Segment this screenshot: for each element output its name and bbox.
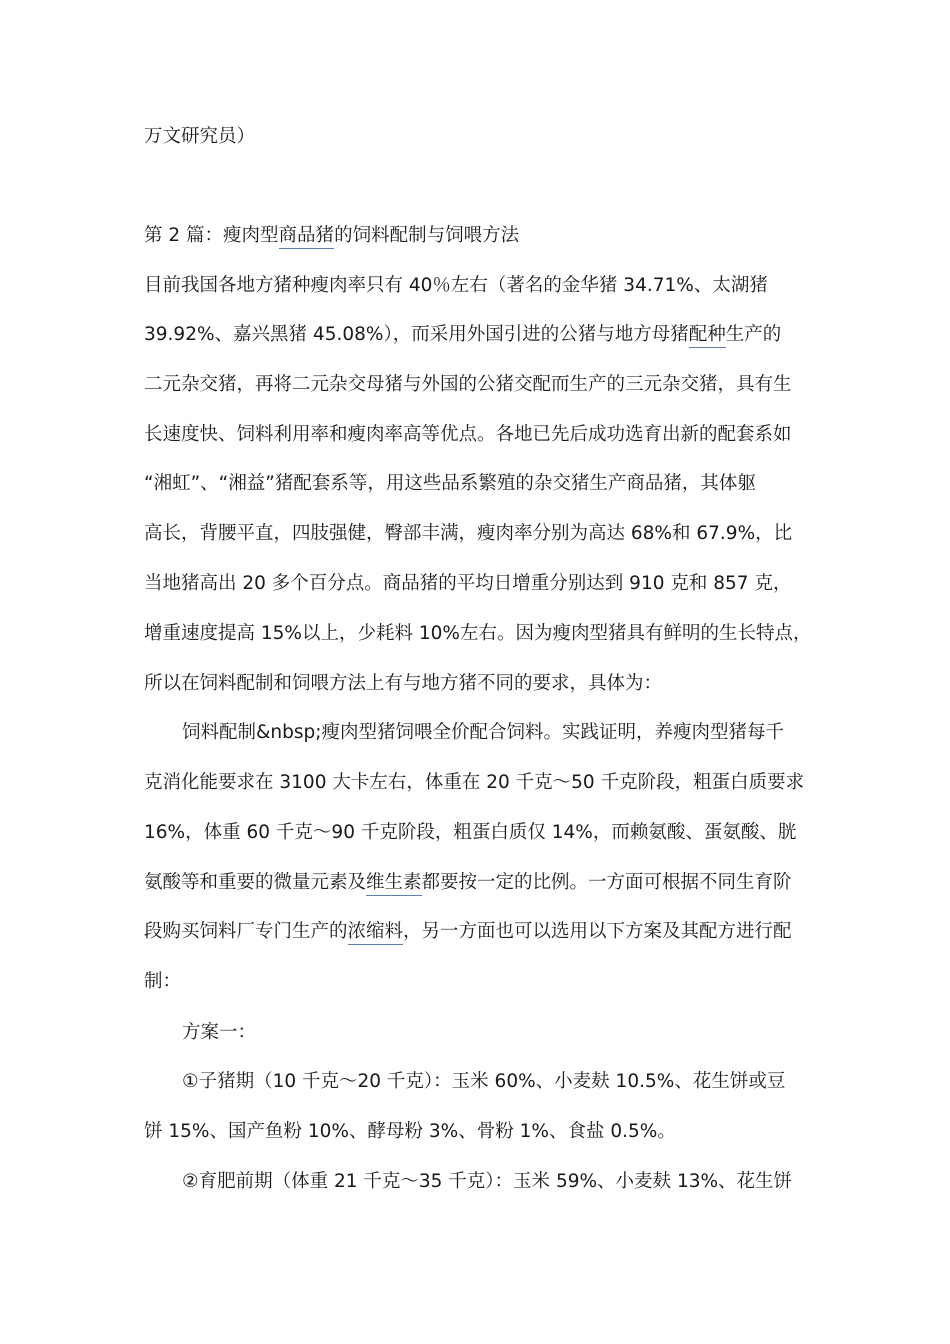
- paragraph-line: 16%，体重 60 千克～90 千克阶段，粗蛋白质仅 14%，而赖氨酸、蛋氨酸、胱: [144, 822, 797, 843]
- paragraph-line: 制：: [144, 971, 182, 992]
- paragraph-line: “湘虹”、“湘益”猪配套系等，用这些品系繁殖的杂交猪生产商品猪，其体躯: [144, 473, 756, 494]
- title-text: 第 2 篇：瘦肉型: [144, 225, 279, 246]
- paragraph-line: 长速度快、饲料利用率和瘦肉率高等优点。各地已先后成功选育出新的配套系如: [144, 424, 792, 445]
- plan-item-line: ①子猪期（10 千克～20 千克）：玉米 60%、小麦麸 10.5%、花生饼或豆: [182, 1071, 786, 1092]
- paragraph-line: 增重速度提高 15%以上，少耗料 10%左右。因为瘦肉型猪具有鲜明的生长特点，: [144, 623, 812, 644]
- title-text: 的饲料配制与饲喂方法: [334, 225, 520, 246]
- text-run: 39.92%、嘉兴黑猪 45.08%），而采用外国引进的公猪与地方母猪: [144, 324, 689, 345]
- paragraph-line: 目前我国各地方猪种瘦肉率只有 40％左右（著名的金华猪 34.71%、太湖猪: [144, 275, 768, 296]
- paragraph-line: [144, 871, 792, 895]
- plan-heading: 方案一：: [182, 1022, 257, 1043]
- plan-item-line: 饼 15%、国产鱼粉 10%、酵母粉 3%、骨粉 1%、食盐 0.5%。: [144, 1121, 676, 1142]
- text-run: ，另一方面也可以选用以下方案及其配方进行配: [403, 921, 792, 942]
- plan-item-line: ②育肥前期（体重 21 千克～35 千克）：玉米 59%、小麦麸 13%、花生饼: [182, 1171, 793, 1192]
- text-run: 生产的: [725, 324, 782, 345]
- text-run: 氨酸等和重要的微量元素及: [144, 872, 367, 893]
- paragraph-line: [144, 323, 781, 347]
- text-run: 都要按一定的比例。一方面可根据不同生育阶: [421, 872, 792, 893]
- paragraph-line: 二元杂交猪，再将二元杂交母猪与外国的公猪交配而生产的三元杂交猪，具有生: [144, 374, 792, 395]
- author-continuation: 万文研究员）: [144, 126, 256, 147]
- title-underlined-term: 商品猪: [279, 225, 335, 249]
- paragraph-line: 克消化能要求在 3100 大卡左右，体重在 20 千克～50 千克阶段，粗蛋白质要求: [144, 772, 805, 793]
- paragraph-line: 所以在饲料配制和饲喂方法上有与地方猪不同的要求，具体为：: [144, 673, 663, 694]
- underlined-term: 浓缩料: [348, 921, 404, 945]
- paragraph-line: 高长，背腰平直，四肢强健，臀部丰满，瘦肉率分别为高达 68%和 67.9%，比: [144, 523, 793, 544]
- underlined-term: 配种: [689, 324, 726, 348]
- paragraph-line: [144, 920, 792, 944]
- paragraph-line: 当地猪高出 20 多个百分点。商品猪的平均日增重分别达到 910 克和 857 克，: [144, 573, 792, 594]
- article-title: [144, 224, 519, 248]
- text-run: 段购买饲料厂专门生产的: [144, 921, 348, 942]
- paragraph-line: 饲料配制&nbsp;瘦肉型猪饲喂全价配合饲料。实践证明，养瘦肉型猪每千: [182, 722, 785, 743]
- underlined-term: 维生素: [366, 872, 422, 896]
